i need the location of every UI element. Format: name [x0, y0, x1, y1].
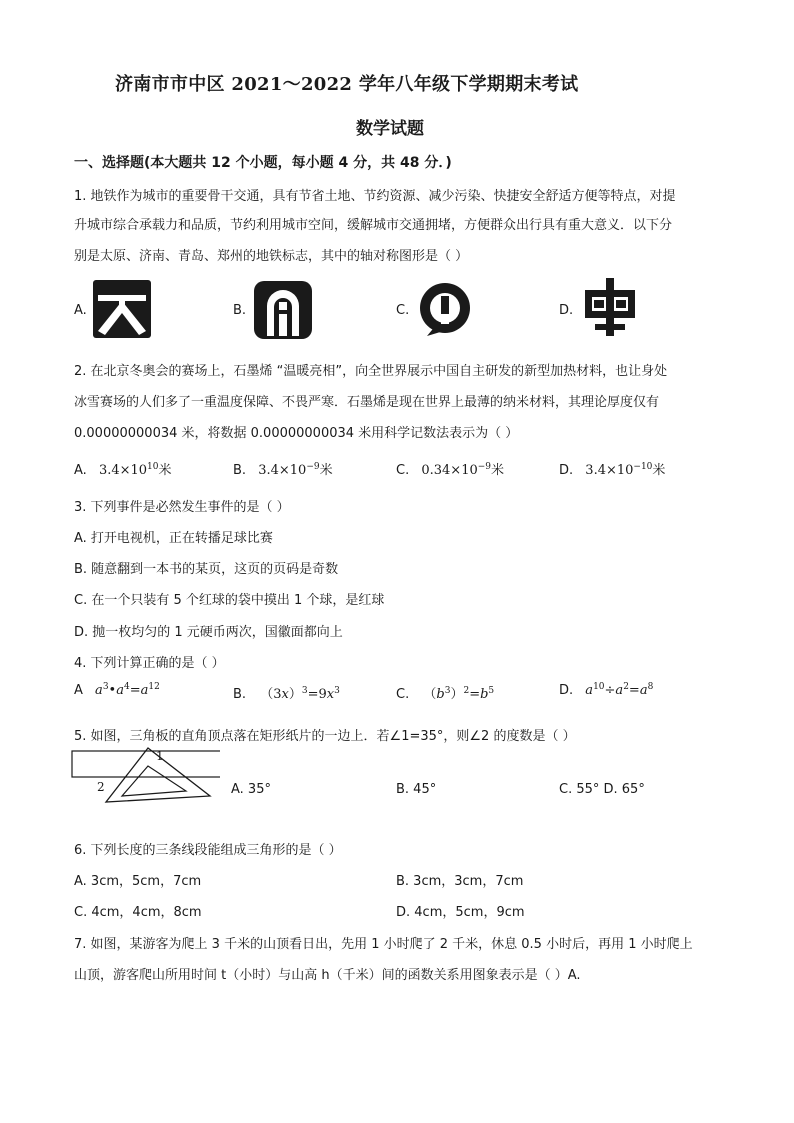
q4-option-c-label: C. [396, 687, 410, 702]
q2-option-d-unit: 米 [652, 463, 666, 478]
q2-option-c-label: C. [396, 463, 410, 478]
q6-option-a: A. 3cm，5cm，7cm [74, 874, 202, 889]
q2-option-b-unit: 米 [319, 463, 333, 478]
taiyuan-metro-logo [92, 279, 152, 339]
q2-option-c [396, 459, 504, 478]
q4-option-a-label: A [74, 683, 83, 698]
q4-option-d: D. $a^{10}\div a^2=a^8$ [559, 682, 654, 698]
q4-option-b-label: B. [233, 687, 247, 702]
q1-line1: 1. 地铁作为城市的重要骨干交通，具有节省土地、节约资源、减少污染、快捷安全舒适方便等特点，对提 [74, 189, 676, 204]
q2-option-a [74, 459, 172, 478]
q2-option-b-base: 3.4×10 [258, 463, 307, 478]
q2-option-a-label: A. [74, 463, 87, 478]
q3-option-d: D. 抛一枚均匀的 1 元硬币两次，国徽面都向上 [74, 625, 343, 640]
q4-option-d-label: D. [559, 683, 574, 698]
q5-option-cd: C. 55° D. 65° [559, 782, 645, 797]
q7-line2: 山顶，游客爬山所用时间 t（小时）与山高 h（千米）间的函数关系用图象表示是（ ）A. [74, 968, 581, 983]
q6-option-b: B. 3cm，3cm，7cm [396, 874, 524, 889]
q3-stem: 3. 下列事件是必然发生事件的是（ ） [74, 500, 290, 515]
q2-option-a-unit: 米 [158, 463, 172, 478]
angle-2-label: 2 [97, 780, 105, 794]
q2-option-a-exp: 10 [147, 462, 159, 472]
q5-stem: 5. 如图，三角板的直角顶点落在矩形纸片的一边上．若∠1=35°，则∠2 的度数是（ ） [74, 729, 576, 744]
q6-option-d: D. 4cm，5cm，9cm [396, 905, 525, 920]
q2-option-a-base: 3.4×10 [98, 463, 148, 478]
q1-option-a-label: A. [74, 303, 87, 318]
q1-option-b-label: B. [233, 303, 247, 318]
q2-option-d-base: 3.4×10 [585, 463, 634, 478]
angle-1-label: 1 [156, 749, 164, 763]
q5-figure [70, 746, 220, 808]
q2-option-d-label: D. [559, 463, 574, 478]
q5-option-b: B. 45° [396, 782, 437, 797]
q2-line1: 2. 在北京冬奥会的赛场上，石墨烯 “温暖亮相”，向全世界展示中国自主研发的新型加热材料，也让身处 [74, 364, 668, 379]
q3-option-b: B. 随意翻到一本书的某页，这页的页码是奇数 [74, 562, 339, 577]
q5-option-a: A. 35° [231, 782, 271, 797]
q2-option-d-exp: −10 [633, 462, 653, 472]
page-title: 济南市市中区 2021～2022 学年八年级下学期期末考试 [115, 74, 579, 95]
q6-option-c: C. 4cm，4cm，8cm [74, 905, 202, 920]
q1-option-d-label: D. [559, 303, 574, 318]
page-subtitle: 数学试题 [356, 119, 424, 139]
q2-option-d [559, 459, 665, 478]
q2-line3: 0.00000000034 米，将数据 0.00000000034 米用科学记数法表示为（ ） [74, 426, 519, 441]
q1-line2: 升城市综合承载力和品质，节约利用城市空间，缓解城市交通拥堵，方便群众出行具有重大意义．以下分 [74, 218, 673, 233]
jinan-metro-logo [253, 280, 313, 340]
q4-stem: 4. 下列计算正确的是（ ） [74, 656, 225, 671]
q2-option-c-exp: −9 [477, 462, 492, 472]
q2-option-c-unit: 米 [491, 463, 505, 478]
q4-option-b: B. $(3x)^3=9x^3$ [233, 686, 340, 702]
rectangle-paper [72, 751, 220, 777]
qingdao-metro-logo [415, 280, 475, 340]
q6-stem: 6. 下列长度的三条线段能组成三角形的是（ ） [74, 843, 342, 858]
zhengzhou-metro-logo [581, 276, 639, 338]
q2-option-b-label: B. [233, 463, 247, 478]
q2-option-c-base: 0.34×10 [421, 463, 478, 478]
q2-option-b [233, 459, 333, 478]
section-header: 一、选择题(本大题共 12 个小题，每小题 4 分，共 48 分．) [74, 155, 452, 171]
q2-option-b-exp: −9 [306, 462, 320, 472]
q1-line3: 别是太原、济南、青岛、郑州的地铁标志，其中的轴对称图形是（ ） [74, 249, 469, 264]
q2-line2: 冰雪赛场的人们多了一重温度保障、不畏严寒．石墨烯是现在世界上最薄的纳米材料，其理论厚度仅有 [74, 395, 660, 410]
q7-line1: 7. 如图，某游客为爬上 3 千米的山顶看日出，先用 1 小时爬了 2 千米，休息 0.5 小时后，再用 1 小时爬上 [74, 937, 693, 952]
q4-option-a: A $a^3•a^4=a^{12}$ [74, 682, 160, 698]
q3-option-a: A. 打开电视机，正在转播足球比赛 [74, 531, 273, 546]
q1-option-c-label: C. [396, 303, 410, 318]
q4-option-c: C. $(b^3)^2=b^5$ [396, 686, 495, 702]
q3-option-c: C. 在一个只装有 5 个红球的袋中摸出 1 个球，是红球 [74, 593, 385, 608]
